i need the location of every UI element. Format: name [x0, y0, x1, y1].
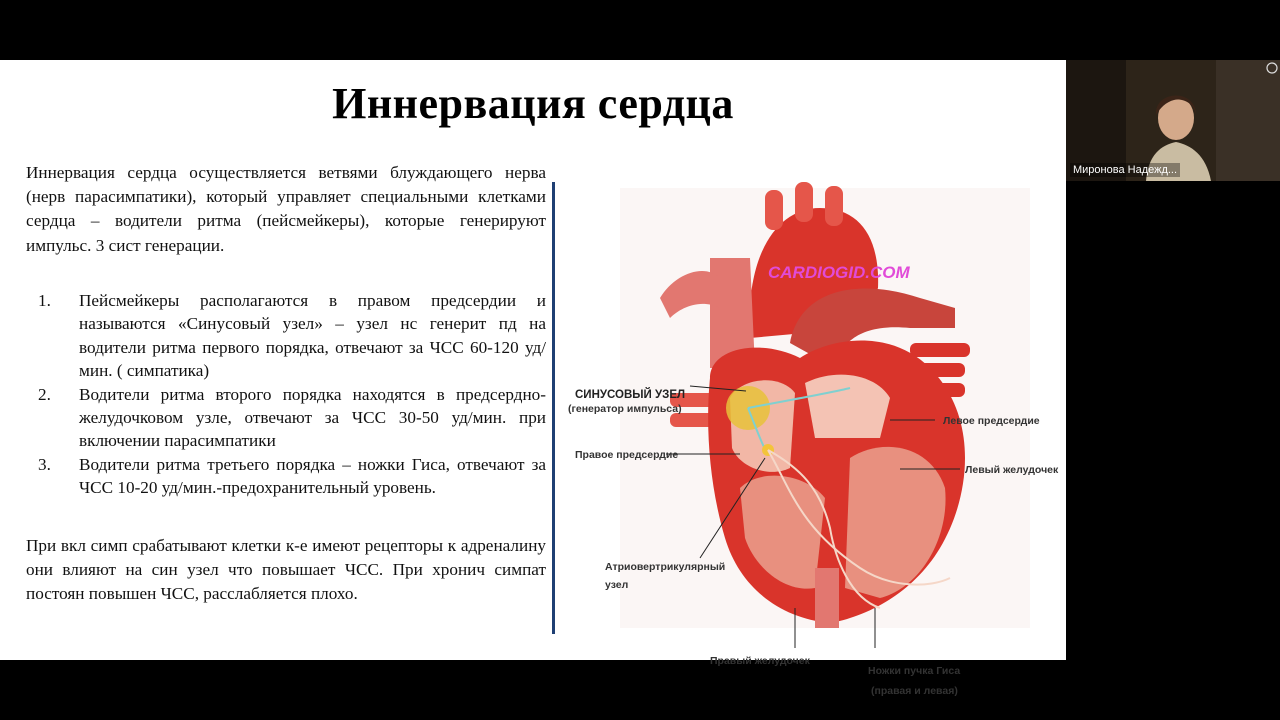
list-number: 1.	[38, 291, 51, 310]
label-left-ventricle: Левый желудочек	[965, 464, 1059, 476]
participant-name: Миронова Надежд...	[1070, 163, 1180, 177]
participant-video-tile[interactable]	[1066, 60, 1280, 181]
list-item	[26, 453, 546, 500]
list-text: Пейсмейкеры располагаются в правом предсердии и называются «Синусовый узел» – узел нс генерит пд на водители ритма первого порядка, отвечают за ЧСС 60-120 уд/мин. ( симпатика)	[79, 291, 546, 381]
aorta-branch	[765, 190, 783, 230]
list-number: 3.	[38, 454, 51, 474]
heart-conduction-diagram	[560, 168, 1060, 697]
list-text: Водители ритма третьего порядка – ножки Гиса, отвечают за ЧСС 10-20 уд/мин.-предохранительный уровень.	[79, 454, 546, 498]
label-right-ventricle: Правый желудочек	[710, 655, 810, 667]
pulmonary-vein	[910, 343, 970, 357]
aorta-branch	[825, 186, 843, 226]
slide-title: Иннервация сердца	[332, 79, 734, 128]
divider-line	[552, 182, 555, 634]
outro-paragraph: При вкл симп срабатывают клетки к-е имеют рецепторы к адреналину они влияют на син узел что повышает ЧСС. При хронич симпат постоян повышен ЧСС, расслабляется плохо.	[26, 536, 546, 604]
pacemaker-list	[26, 289, 546, 500]
list-text: Водители ритма второго порядка находятся в предсердно-желудочковом узле, отвечают за ЧСС 30-50 уд/мин. при включении парасимпатики	[79, 384, 546, 451]
intro-paragraph: Иннервация сердца осуществляется ветвями блуждающего нерва (нерв парасимпатики), который управляет специальными клетками сердца – водители ритма (пейсмейкеры), которые генерируют импульс. 3 сист генерации.	[26, 163, 546, 255]
label-his-bundle-2: (правая и левая)	[871, 685, 958, 697]
label-sinus-node-sub: (генератор импульса)	[568, 403, 682, 415]
more-options-icon[interactable]	[1266, 62, 1278, 74]
inferior-vena-cava	[815, 568, 839, 628]
label-right-atrium: Правое предсердие	[575, 449, 679, 461]
label-sinus-node: СИНУСОВЫЙ УЗЕЛ	[575, 389, 686, 401]
list-number: 2.	[38, 384, 51, 404]
label-left-atrium: Левое предсердие	[943, 415, 1040, 427]
label-av-node-1: Атриовертрикулярный	[605, 561, 726, 573]
list-item	[26, 383, 546, 453]
aorta-branch	[795, 182, 813, 222]
watermark-text: CARDIOGID.COM	[768, 263, 910, 282]
list-item	[26, 289, 546, 383]
label-av-node-2: узел	[605, 579, 629, 591]
presentation-slide	[0, 60, 1066, 697]
label-his-bundle-1: Ножки пучка Гиса	[868, 665, 961, 677]
